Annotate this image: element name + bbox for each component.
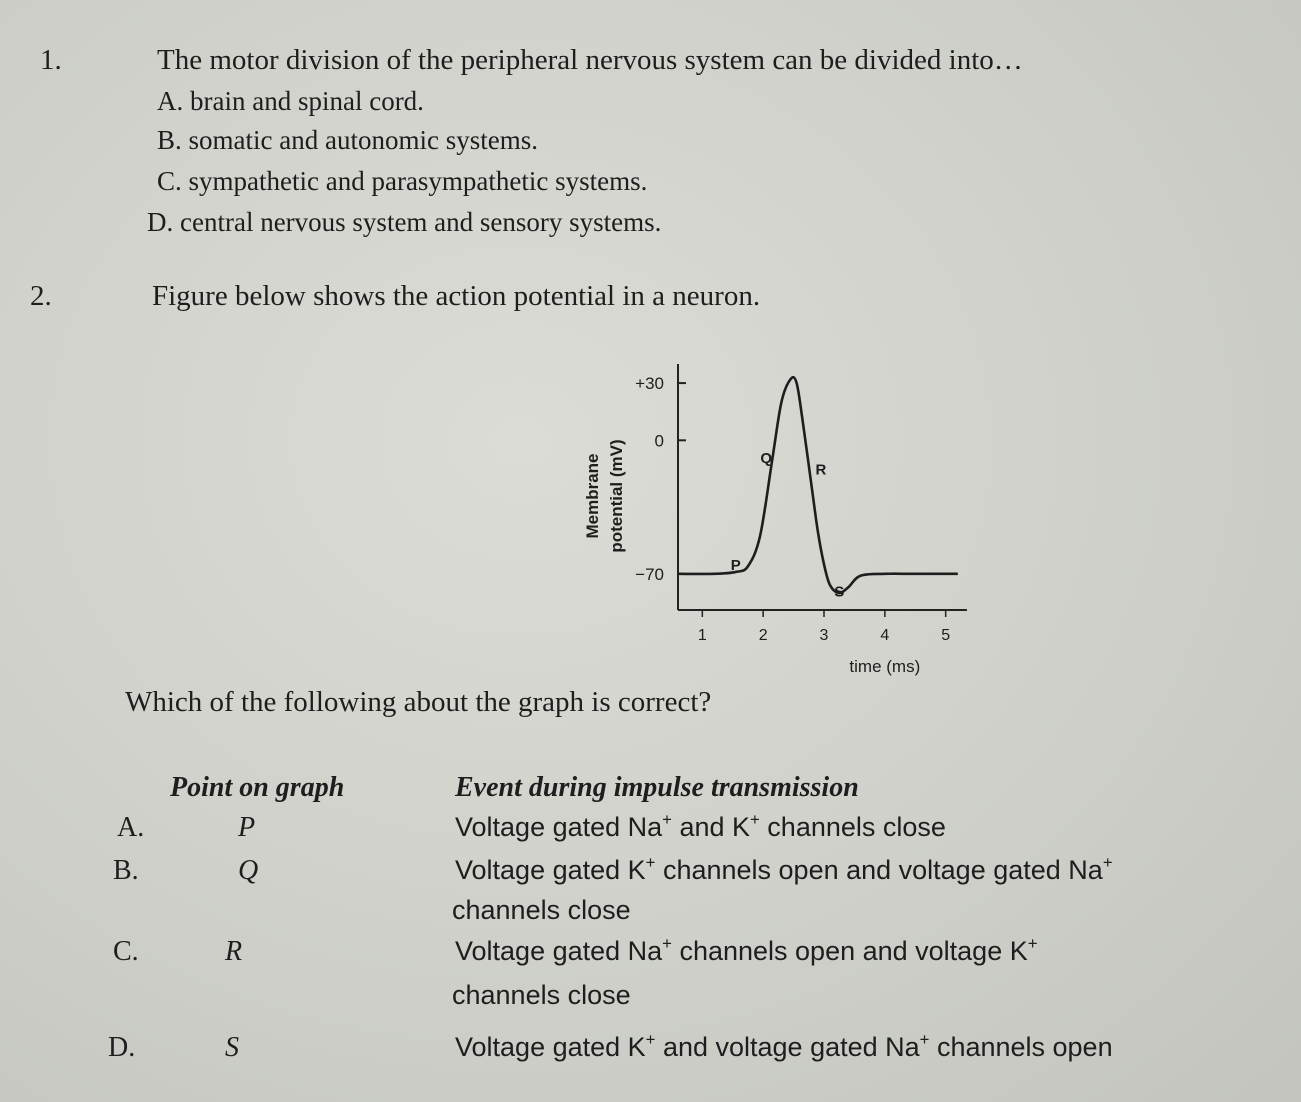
option-letter: D. bbox=[147, 207, 174, 237]
option-text: central nervous system and sensory systems. bbox=[180, 207, 662, 237]
point-label-q: Q bbox=[760, 450, 773, 468]
y-tick-label: −70 bbox=[635, 564, 664, 584]
row-event: Voltage gated K+ and voltage gated Na+ channels open bbox=[455, 1030, 1113, 1062]
action-potential-curve bbox=[678, 377, 958, 593]
option-letter: A. bbox=[157, 86, 184, 116]
row-letter[interactable]: D. bbox=[108, 1032, 136, 1063]
option-letter: C. bbox=[157, 166, 182, 196]
point-label-s: S bbox=[834, 583, 845, 601]
q2-number: 2. bbox=[30, 280, 52, 312]
action-potential-chart bbox=[560, 350, 1000, 690]
header-event: Event during impulse transmission bbox=[455, 772, 859, 803]
row-letter[interactable]: A. bbox=[117, 812, 145, 843]
q2-stem: Figure below shows the action potential in a neuron. bbox=[152, 280, 761, 312]
option-text: brain and spinal cord. bbox=[190, 86, 424, 116]
x-tick-label: 1 bbox=[697, 627, 707, 644]
x-tick-label: 4 bbox=[880, 627, 890, 644]
y-tick-label: +30 bbox=[635, 374, 664, 394]
header-point-on-graph: Point on graph bbox=[170, 772, 345, 803]
q1-number: 1. bbox=[40, 44, 62, 76]
row-event: Voltage gated K+ channels open and voltage gated Na+ bbox=[455, 853, 1113, 885]
q1-stem: The motor division of the peripheral nervous system can be divided into… bbox=[157, 44, 1023, 76]
q1-option-b[interactable] bbox=[157, 125, 538, 156]
q1-option-c[interactable] bbox=[157, 166, 647, 197]
q1-option-d[interactable] bbox=[147, 207, 661, 238]
row-letter[interactable]: B. bbox=[113, 855, 139, 886]
row-point: P bbox=[238, 812, 256, 843]
q1-option-a[interactable] bbox=[157, 86, 424, 117]
row-point: Q bbox=[238, 855, 259, 886]
y-axis-label-line1: Membrane bbox=[583, 453, 602, 539]
x-tick-label: 3 bbox=[819, 627, 829, 644]
x-tick-label: 2 bbox=[758, 627, 768, 644]
option-text: sympathetic and parasympathetic systems. bbox=[188, 166, 648, 196]
q2-question: Which of the following about the graph is correct? bbox=[125, 686, 712, 718]
row-event-continued: channels close bbox=[452, 980, 631, 1010]
x-axis-label: time (ms) bbox=[849, 657, 921, 676]
y-tick-label: 0 bbox=[654, 431, 664, 451]
y-axis-label-line2: potential (mV) bbox=[607, 439, 626, 553]
row-point: R bbox=[225, 936, 243, 967]
point-label-r: R bbox=[815, 461, 827, 479]
point-label-p: P bbox=[730, 557, 741, 575]
x-tick-label: 5 bbox=[941, 627, 951, 644]
option-letter: B. bbox=[157, 125, 182, 155]
row-event-continued: channels close bbox=[452, 895, 631, 925]
row-letter[interactable]: C. bbox=[113, 936, 139, 967]
row-point: S bbox=[225, 1032, 239, 1063]
row-event: Voltage gated Na+ channels open and voltage K+ bbox=[455, 934, 1038, 966]
row-event: Voltage gated Na+ and K+ channels close bbox=[455, 810, 946, 842]
option-text: somatic and autonomic systems. bbox=[188, 125, 538, 155]
